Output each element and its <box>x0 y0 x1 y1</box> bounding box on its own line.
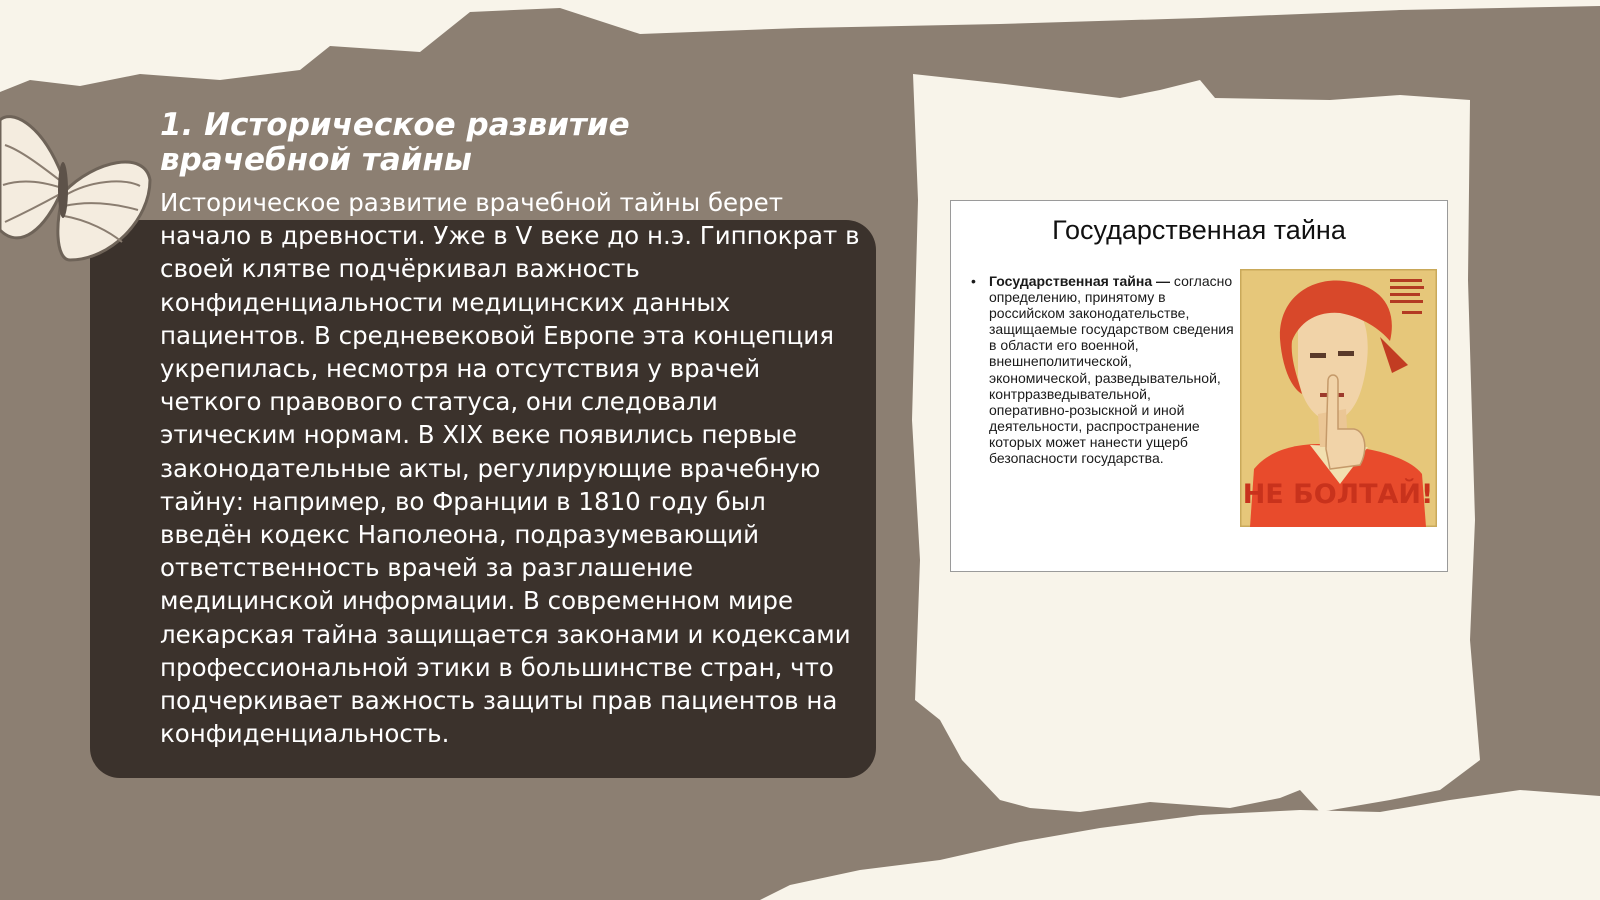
bullet-icon: • <box>971 273 976 289</box>
poster-image <box>1240 269 1437 527</box>
bullet-definition: согласно определению, принятому в российском законодательстве, защищаемые государством сведения в области его военной, внешнеполитической, экономической, разведывательной, контрразведывательной, оперативно-розыскной и иной деятельности, распространение которых может нанести ущерб безопасности государства. <box>989 273 1234 467</box>
top-torn-paper <box>0 0 1600 92</box>
poster-slogan: НЕ БОЛТАЙ! <box>1242 479 1434 510</box>
bullet-term: Государственная тайна — <box>989 273 1171 289</box>
body-paragraph: Историческое развитие врачебной тайны берет начало в древности. Уже в V веке до н.э. Гиппократ в своей клятве подчёркивал важность конфиденциальности медицинских данных пациентов. В средневековой Европе эта концепция укрепилась, несмотря на отсутствия у врачей четкого правового статуса, они следовали этическим нормам. В XIX веке появились первые законодательные акты, регулирующие врачебную тайну: например, во Франции в 1810 году был введён кодекс Наполеона, подразумевающий ответственность врачей за разглашение медицинской информации. В современном мире лекарская тайна защищается законами и кодексами профессиональной этики в большинстве стран, что подчеркивает важность защиты прав пациентов на конфиденциальность. <box>160 188 860 749</box>
bullet-text <box>989 273 1234 466</box>
embedded-slide-image <box>950 200 1448 572</box>
slide-title: Государственная тайна <box>1052 215 1346 245</box>
butterfly-icon <box>0 110 160 280</box>
bottom-torn-paper <box>760 790 1600 900</box>
page-title: 1. Историческое развитие врачебной тайны <box>160 107 630 178</box>
